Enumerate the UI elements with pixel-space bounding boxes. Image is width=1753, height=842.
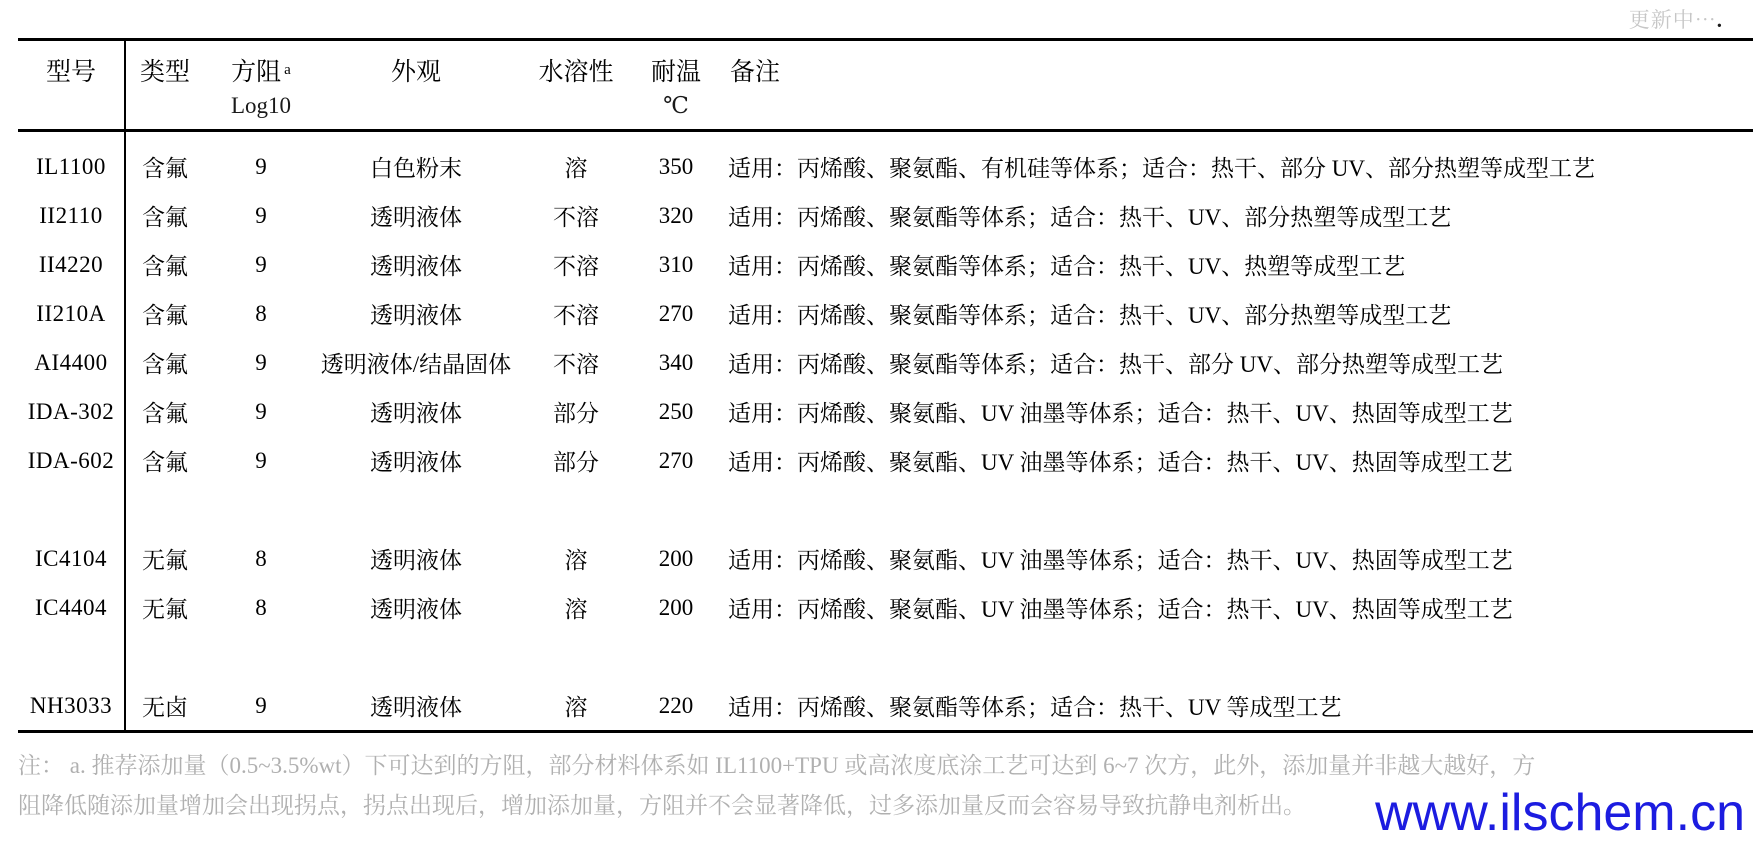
cell-resistance: 8 — [255, 545, 267, 571]
col-header-resistance-unit: Log10 — [230, 93, 292, 118]
cell-type: 含氟 — [142, 205, 188, 230]
cell-resistance: 9 — [255, 398, 267, 424]
cell-type: 无氟 — [142, 548, 188, 573]
table-row — [18, 583, 1753, 632]
cell-appearance: 透明液体 — [370, 695, 462, 720]
product-table — [18, 38, 1753, 733]
table-row — [18, 338, 1753, 387]
cell-resistance: 9 — [255, 692, 267, 718]
cell-temp: 310 — [658, 251, 694, 277]
table-row — [18, 436, 1753, 485]
cell-notes: 适用：丙烯酸、聚氨酯、UV 油墨等体系；适合：热干、UV、热固等成型工艺 — [728, 597, 1513, 622]
col-header-appearance: 外观 — [390, 59, 441, 86]
watermark-link[interactable]: www.ilschem.cn — [1375, 784, 1745, 842]
cell-temp: 340 — [658, 349, 694, 375]
cell-type: 含氟 — [142, 254, 188, 279]
table-header-row — [18, 41, 1753, 132]
cell-type: 含氟 — [142, 401, 188, 426]
cell-temp: 320 — [658, 202, 694, 228]
cell-resistance: 9 — [255, 251, 267, 277]
cell-solubility: 溶 — [564, 548, 588, 573]
cell-type: 无卤 — [142, 695, 188, 720]
cell-notes: 适用：丙烯酸、聚氨酯、UV 油墨等体系；适合：热干、UV、热固等成型工艺 — [728, 450, 1513, 475]
col-header-solubility: 水溶性 — [538, 59, 614, 86]
footnote-marker-a: a — [284, 61, 291, 78]
col-header-notes: 备注 — [730, 59, 781, 86]
cell-resistance: 9 — [255, 447, 267, 473]
cell-notes: 适用：丙烯酸、聚氨酯等体系；适合：热干、UV 等成型工艺 — [728, 695, 1342, 720]
cell-type: 含氟 — [142, 450, 188, 475]
table-row-spacer — [18, 632, 1753, 681]
cell-appearance: 白色粉末 — [370, 156, 462, 181]
cell-model: II2110 — [39, 202, 103, 228]
cell-temp: 250 — [658, 398, 694, 424]
table-row — [18, 240, 1753, 289]
table-row — [18, 289, 1753, 338]
cell-temp: 270 — [658, 447, 694, 473]
cell-solubility: 不溶 — [553, 205, 599, 230]
updating-status — [1629, 4, 1723, 34]
cell-type: 含氟 — [142, 303, 188, 328]
cell-appearance: 透明液体 — [370, 254, 462, 279]
cell-appearance: 透明液体 — [370, 548, 462, 573]
table-row — [18, 191, 1753, 240]
cell-appearance: 透明液体 — [370, 597, 462, 622]
table-row — [18, 534, 1753, 583]
cell-temp: 200 — [658, 545, 694, 571]
col-header-temp-unit: ℃ — [663, 93, 689, 118]
cell-solubility: 不溶 — [553, 254, 599, 279]
col-header-resistance: 方阻 a Log10 — [206, 47, 316, 125]
cell-notes: 适用：丙烯酸、聚氨酯等体系；适合：热干、UV、热塑等成型工艺 — [728, 254, 1406, 279]
cell-notes: 适用：丙烯酸、聚氨酯、UV 油墨等体系；适合：热干、UV、热固等成型工艺 — [728, 548, 1513, 573]
col-header-model: 型号 — [45, 59, 96, 86]
cell-model: II4220 — [38, 251, 104, 277]
cell-solubility: 溶 — [564, 695, 588, 720]
cell-model: IC4404 — [35, 594, 107, 620]
cell-appearance: 透明液体/结晶固体 — [320, 352, 512, 377]
cell-temp: 200 — [658, 594, 694, 620]
cell-resistance: 8 — [255, 300, 267, 326]
table-vertical-divider — [124, 41, 126, 730]
cell-appearance: 透明液体 — [370, 205, 462, 230]
cell-model: IC4104 — [35, 545, 107, 571]
cell-appearance: 透明液体 — [370, 303, 462, 328]
cell-temp: 270 — [658, 300, 694, 326]
cell-appearance: 透明液体 — [370, 401, 462, 426]
cell-solubility: 不溶 — [553, 352, 599, 377]
cell-notes: 适用：丙烯酸、聚氨酯等体系；适合：热干、部分 UV、部分热塑等成型工艺 — [728, 352, 1503, 377]
cell-solubility: 不溶 — [553, 303, 599, 328]
cell-model: AI4400 — [34, 349, 108, 375]
cell-resistance: 9 — [255, 202, 267, 228]
cell-type: 含氟 — [142, 156, 188, 181]
cell-notes: 适用：丙烯酸、聚氨酯、有机硅等体系；适合：热干、部分 UV、部分热塑等成型工艺 — [728, 156, 1595, 181]
cell-type: 无氟 — [142, 597, 188, 622]
col-header-type: 类型 — [139, 59, 190, 86]
cell-resistance: 9 — [255, 349, 267, 375]
cell-solubility: 部分 — [553, 401, 599, 426]
cell-model: II210A — [36, 300, 106, 326]
cell-resistance: 8 — [255, 594, 267, 620]
cell-type: 含氟 — [142, 352, 188, 377]
cell-temp: 350 — [658, 153, 694, 179]
cell-notes: 适用：丙烯酸、聚氨酯、UV 油墨等体系；适合：热干、UV、热固等成型工艺 — [728, 401, 1513, 426]
cell-solubility: 溶 — [564, 156, 588, 181]
updating-status-text: 更新中⋯ — [1628, 8, 1717, 32]
cell-solubility: 溶 — [564, 597, 588, 622]
cell-solubility: 部分 — [553, 450, 599, 475]
cell-appearance: 透明液体 — [370, 450, 462, 475]
footnote: 注： a. 推荐添加量（0.5~3.5%wt）下可达到的方阻，部分材料体系如 IL1100+TPU 或高浓度底涂工艺可达到 6~7 次方，此外，添加量并非越大越好，方阻降低随添加量增加会出现拐点，拐点出现后，增加添加量，方阻并不会显著降低，过多添加量反而会容易导致抗静电剂析出。 — [18, 753, 1536, 818]
cell-notes: 适用：丙烯酸、聚氨酯等体系；适合：热干、UV、部分热塑等成型工艺 — [728, 303, 1452, 328]
cell-resistance: 9 — [255, 153, 267, 179]
table-row — [18, 681, 1753, 730]
cell-notes: 适用：丙烯酸、聚氨酯等体系；适合：热干、UV、部分热塑等成型工艺 — [728, 205, 1452, 230]
updating-status-dot: . — [1716, 8, 1723, 32]
table-rows — [18, 132, 1753, 730]
col-header-temp: 耐温 ℃ — [636, 47, 716, 125]
cell-model: IDA-302 — [27, 398, 115, 424]
table-row — [18, 142, 1753, 191]
cell-temp: 220 — [658, 692, 694, 718]
table-row-spacer — [18, 485, 1753, 534]
cell-model: NH3033 — [29, 692, 113, 718]
table-row — [18, 387, 1753, 436]
cell-model: IL1100 — [36, 153, 106, 179]
cell-model: IDA-602 — [27, 447, 115, 473]
